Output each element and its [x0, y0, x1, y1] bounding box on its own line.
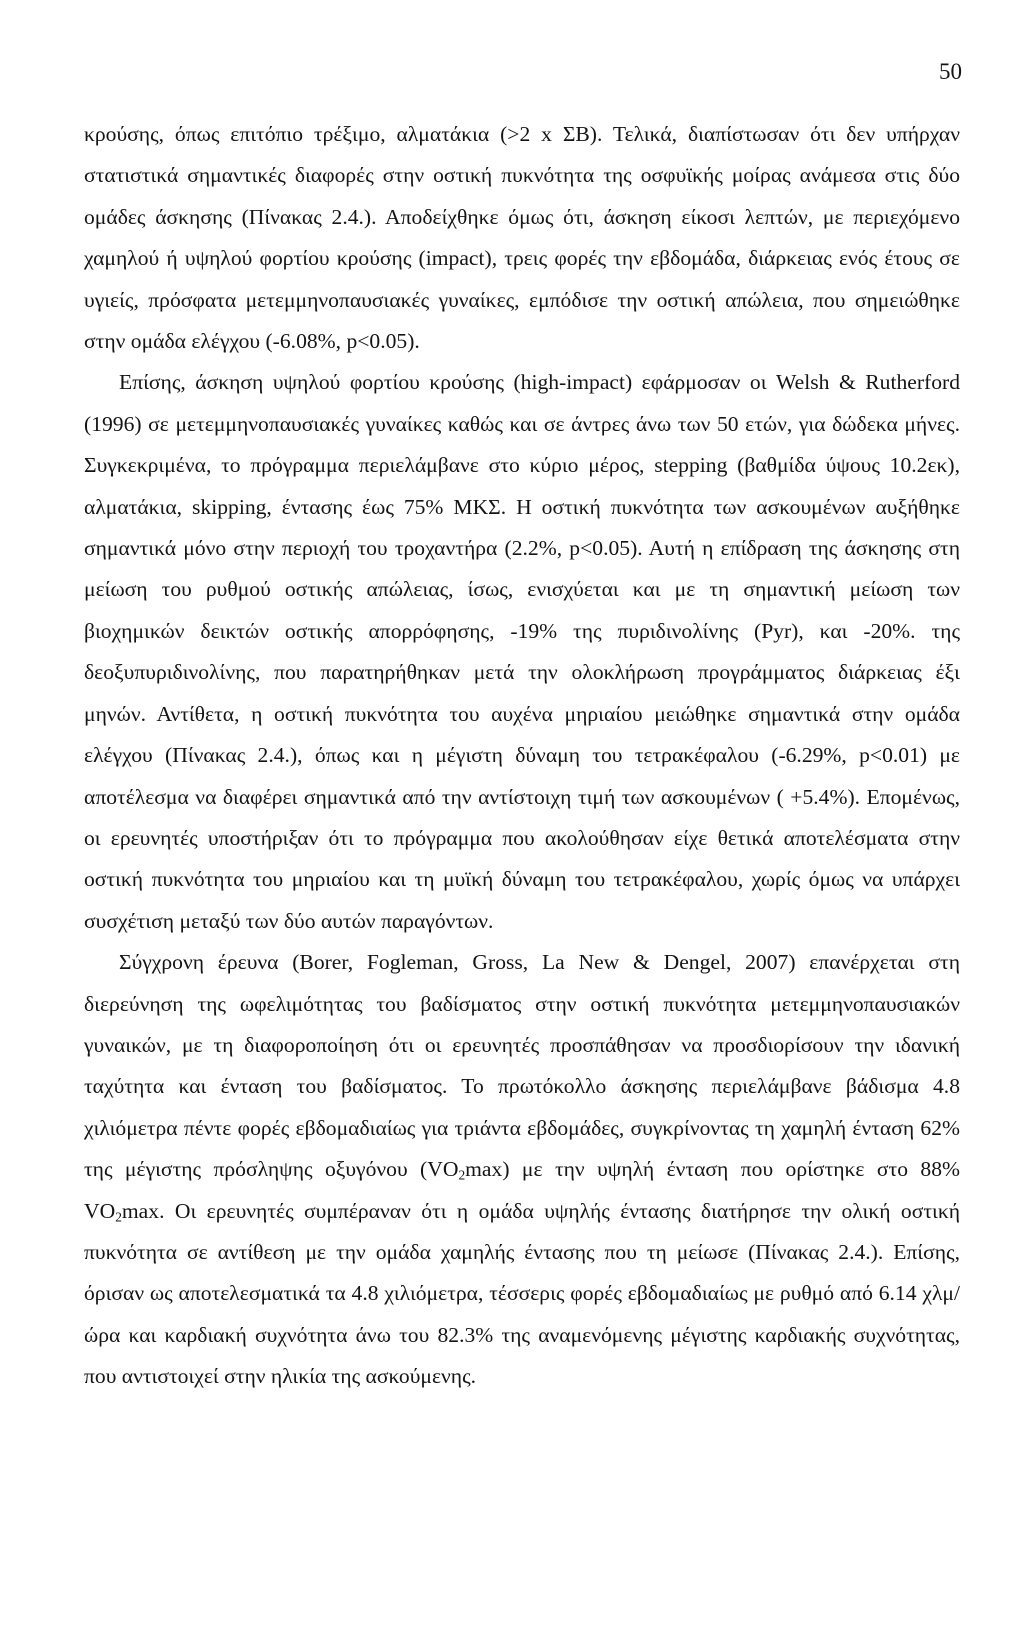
body-text	[84, 114, 960, 1398]
subscript-2: 2	[458, 1167, 466, 1183]
subscript-2: 2	[115, 1208, 122, 1224]
paragraph-3	[84, 942, 960, 1397]
page-number: 50	[939, 59, 962, 84]
paragraph-3-text: max. Οι ερευνητές συμπέραναν ότι η ομάδα υψηλής έντασης διατήρησε την ολική οστική πυκνότητα σε αντίθεση με την ομάδα χαμηλής έντασης που τη μείωσε (Πίνακας 2.4.). Επίσης, όρισαν ως αποτελεσματικά τα 4.8 χιλιόμετρα, τέσσερις φορές εβδομαδιαίως με ρυθμό από 6.14 χλμ/ώρα και καρδιακή συχνότητα άνω του 82.3% της αναμενόμενης μέγιστης καρδιακής συχνότητας, που αντιστοιχεί στην ηλικία της ασκούμενης.	[84, 1198, 960, 1389]
paragraph-3-text: Σύγχρονη έρευνα (Borer, Fogleman, Gross, La New & Dengel, 2007) επανέρχεται στη διερεύνηση της ωφελιμότητας του βαδίσματος στην οστική πυκνότητα μετεμμηνοπαυσιακών γυναικών, με τη διαφοροποίηση ότι οι ερευνητές προσπάθησαν να προσδιορίσουν την ιδανική ταχύτητα και ένταση του βαδίσματος. Το πρωτόκολλο άσκησης περιελάμβανε βάδισμα 4.8 χιλιόμετρα πέντε φορές εβδομαδιαίως για τριάντα εβδομάδες, συγκρίνοντας τη χαμηλή ένταση 62% της μέγιστης πρόσληψης οξυγόνου (VO	[84, 950, 960, 1182]
paragraph-2: Επίσης, άσκηση υψηλού φορτίου κρούσης (high-impact) εφάρμοσαν οι Welsh & Rutherford (1996) σε μετεμμηνοπαυσιακές γυναίκες καθώς και σε άντρες άνω των 50 ετών, για δώδεκα μήνες. Συγκεκριμένα, το πρόγραμμα περιελάμβανε στο κύριο μέρος, stepping (βαθμίδα ύψους 10.2εκ), αλματάκια, skipping, έντασης έως 75% ΜΚΣ. Η οστική πυκνότητα των ασκουμένων αυξήθηκε σημαντικά μόνο στην περιοχή του τροχαντήρα (2.2%, p<0.05). Αυτή η επίδραση της άσκησης στη μείωση του ρυθμού οστικής απώλειας, ίσως, ενισχύεται και με τη σημαντική μείωση των βιοχημικών δεικτών οστικής απορρόφησης, -19% της πυριδινολίνης (Pyr), και -20%. της δεοξυπυριδινολίνης, που παρατηρήθηκαν μετά την ολοκλήρωση προγράμματος διάρκειας έξι μηνών. Αντίθετα, η οστική πυκνότητα του αυχένα μηριαίου μειώθηκε σημαντικά στην ομάδα ελέγχου (Πίνακας 2.4.), όπως και η μέγιστη δύναμη του τετρακέφαλου (-6.29%, p<0.01) με αποτέλεσμα να διαφέρει σημαντικά από την αντίστοιχη τιμή των ασκουμένων ( +5.4%). Επομένως, οι ερευνητές υποστήριξαν ότι το πρόγραμμα που ακολούθησαν είχε θετικά αποτελέσματα στην οστική πυκνότητα του μηριαίου και τη μυϊκή δύναμη του τετρακέφαλου, χωρίς όμως να υπάρχει συσχέτιση μεταξύ των δύο αυτών παραγόντων.	[84, 370, 960, 933]
paragraph-1: κρούσης, όπως επιτόπιο τρέξιμο, αλματάκια (>2 x ΣΒ). Τελικά, διαπίστωσαν ότι δεν υπήρχαν στατιστικά σημαντικές διαφορές στην οστική πυκνότητα της οσφυϊκής μοίρας ανάμεσα στις δύο ομάδες άσκησης (Πίνακας 2.4.). Αποδείχθηκε όμως ότι, άσκηση είκοσι λεπτών, με περιεχόμενο χαμηλού ή υψηλού φορτίου κρούσης (impact), τρεις φορές την εβδομάδα, διάρκειας ενός έτους σε υγιείς, πρόσφατα μετεμμηνοπαυσιακές γυναίκες, εμπόδισε την οστική απώλεια, που σημειώθηκε στην ομάδα ελέγχου (-6.08%, p<0.05).	[84, 122, 960, 354]
paragraph-3-text: max) με την υψηλή ένταση που ορίστηκε στο 88% VO	[84, 1157, 960, 1223]
